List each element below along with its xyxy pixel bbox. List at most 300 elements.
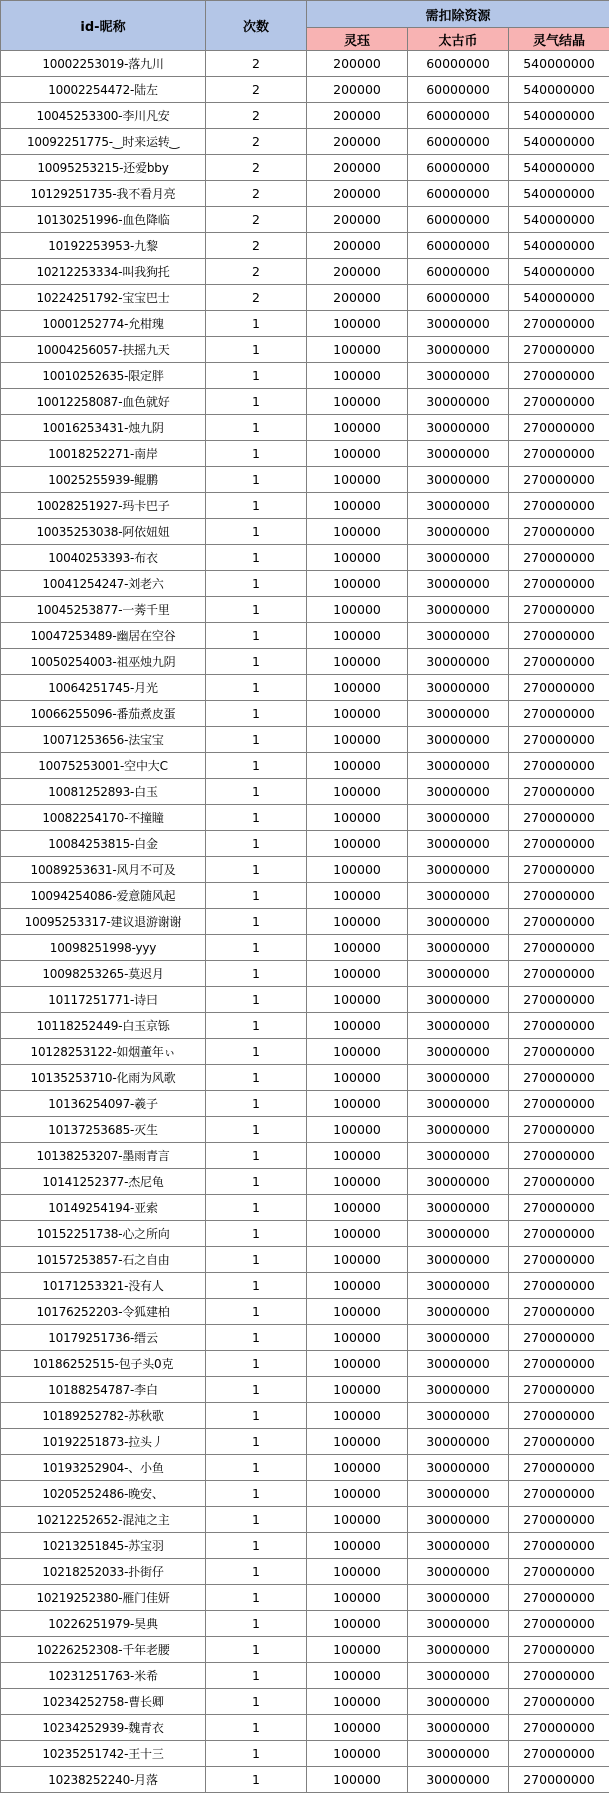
cell-id-nickname: 10238252240-月落 (1, 1767, 206, 1793)
cell-id-nickname: 10018252271-南岸 (1, 441, 206, 467)
cell-count: 1 (206, 1767, 307, 1793)
cell-lingqi: 270000000 (509, 415, 609, 441)
cell-count: 1 (206, 675, 307, 701)
cell-count: 1 (206, 1247, 307, 1273)
cell-taigubi: 30000000 (408, 363, 509, 389)
cell-lingzhu: 100000 (307, 1481, 408, 1507)
cell-lingqi: 270000000 (509, 1325, 609, 1351)
table-row (1, 1741, 609, 1767)
cell-taigubi: 30000000 (408, 1273, 509, 1299)
table-row (1, 1039, 609, 1065)
table-row (1, 77, 609, 103)
cell-lingzhu: 200000 (307, 77, 408, 103)
cell-lingzhu: 100000 (307, 1455, 408, 1481)
cell-id-nickname: 10004256057-扶摇九天 (1, 337, 206, 363)
cell-lingzhu: 200000 (307, 233, 408, 259)
cell-lingzhu: 100000 (307, 1117, 408, 1143)
cell-taigubi: 30000000 (408, 1715, 509, 1741)
cell-count: 1 (206, 1429, 307, 1455)
cell-count: 1 (206, 441, 307, 467)
cell-count: 1 (206, 857, 307, 883)
table-row (1, 727, 609, 753)
cell-lingzhu: 200000 (307, 155, 408, 181)
cell-lingqi: 270000000 (509, 493, 609, 519)
cell-lingzhu: 100000 (307, 1741, 408, 1767)
cell-lingqi: 270000000 (509, 1533, 609, 1559)
table-row (1, 1273, 609, 1299)
cell-lingqi: 270000000 (509, 883, 609, 909)
cell-lingqi: 270000000 (509, 1637, 609, 1663)
cell-lingzhu: 100000 (307, 337, 408, 363)
cell-id-nickname: 10213251845-苏宝羽 (1, 1533, 206, 1559)
cell-count: 1 (206, 1533, 307, 1559)
table-row (1, 1091, 609, 1117)
table-row (1, 701, 609, 727)
cell-lingqi: 270000000 (509, 1143, 609, 1169)
cell-id-nickname: 10001252774-允柑瑰 (1, 311, 206, 337)
cell-lingqi: 270000000 (509, 935, 609, 961)
cell-count: 2 (206, 285, 307, 311)
cell-lingqi: 540000000 (509, 181, 609, 207)
cell-lingzhu: 100000 (307, 441, 408, 467)
cell-lingqi: 270000000 (509, 1091, 609, 1117)
cell-taigubi: 30000000 (408, 701, 509, 727)
cell-lingqi: 270000000 (509, 1299, 609, 1325)
cell-lingzhu: 100000 (307, 389, 408, 415)
cell-id-nickname: 10171253321-没有人 (1, 1273, 206, 1299)
table-row (1, 883, 609, 909)
table-row (1, 51, 609, 77)
cell-lingzhu: 100000 (307, 1377, 408, 1403)
cell-count: 1 (206, 935, 307, 961)
cell-lingqi: 270000000 (509, 909, 609, 935)
cell-count: 1 (206, 1351, 307, 1377)
cell-id-nickname: 10002254472-陆左 (1, 77, 206, 103)
table-row (1, 1195, 609, 1221)
cell-id-nickname: 10218252033-扑街仔 (1, 1559, 206, 1585)
cell-lingzhu: 100000 (307, 1663, 408, 1689)
cell-count: 2 (206, 51, 307, 77)
cell-lingqi: 270000000 (509, 1507, 609, 1533)
table-row (1, 597, 609, 623)
cell-lingqi: 270000000 (509, 1039, 609, 1065)
cell-taigubi: 30000000 (408, 1065, 509, 1091)
cell-taigubi: 30000000 (408, 1455, 509, 1481)
cell-lingqi: 270000000 (509, 571, 609, 597)
cell-lingzhu: 100000 (307, 1611, 408, 1637)
cell-id-nickname: 10152251738-心之所向 (1, 1221, 206, 1247)
cell-lingzhu: 100000 (307, 1507, 408, 1533)
cell-count: 1 (206, 1273, 307, 1299)
cell-lingzhu: 200000 (307, 285, 408, 311)
cell-id-nickname: 10089253631-风月不可及 (1, 857, 206, 883)
cell-lingzhu: 100000 (307, 1247, 408, 1273)
cell-id-nickname: 10226252308-千年老腰 (1, 1637, 206, 1663)
cell-id-nickname: 10028251927-玛卡巴子 (1, 493, 206, 519)
table-row (1, 1429, 609, 1455)
cell-lingqi: 270000000 (509, 1221, 609, 1247)
cell-taigubi: 30000000 (408, 1611, 509, 1637)
table-row (1, 155, 609, 181)
cell-taigubi: 30000000 (408, 1039, 509, 1065)
cell-count: 1 (206, 1325, 307, 1351)
cell-lingqi: 270000000 (509, 1689, 609, 1715)
cell-lingqi: 540000000 (509, 77, 609, 103)
cell-lingzhu: 100000 (307, 1195, 408, 1221)
cell-lingzhu: 100000 (307, 883, 408, 909)
cell-lingqi: 270000000 (509, 1611, 609, 1637)
cell-taigubi: 60000000 (408, 155, 509, 181)
cell-id-nickname: 10012258087-血色就好 (1, 389, 206, 415)
cell-taigubi: 30000000 (408, 857, 509, 883)
cell-id-nickname: 10135253710-化雨为风歌 (1, 1065, 206, 1091)
cell-lingqi: 270000000 (509, 701, 609, 727)
cell-id-nickname: 10192253953-九黎 (1, 233, 206, 259)
table-row (1, 1611, 609, 1637)
cell-lingzhu: 100000 (307, 727, 408, 753)
cell-lingzhu: 200000 (307, 259, 408, 285)
cell-id-nickname: 10219252380-雁门佳妍 (1, 1585, 206, 1611)
cell-lingqi: 540000000 (509, 207, 609, 233)
header-id-nickname: id-昵称 (1, 1, 206, 51)
table-row (1, 1481, 609, 1507)
cell-lingzhu: 100000 (307, 545, 408, 571)
cell-lingzhu: 100000 (307, 467, 408, 493)
cell-lingqi: 540000000 (509, 51, 609, 77)
cell-lingqi: 270000000 (509, 1663, 609, 1689)
cell-taigubi: 60000000 (408, 233, 509, 259)
cell-taigubi: 60000000 (408, 285, 509, 311)
header-resources-group: 需扣除资源 (307, 1, 609, 28)
cell-id-nickname: 10050254003-祖巫烛九阴 (1, 649, 206, 675)
cell-lingzhu: 200000 (307, 207, 408, 233)
table-row (1, 987, 609, 1013)
cell-count: 1 (206, 805, 307, 831)
cell-count: 1 (206, 779, 307, 805)
cell-count: 1 (206, 753, 307, 779)
cell-taigubi: 30000000 (408, 467, 509, 493)
cell-lingzhu: 100000 (307, 857, 408, 883)
cell-count: 1 (206, 1663, 307, 1689)
cell-count: 1 (206, 1585, 307, 1611)
cell-taigubi: 30000000 (408, 415, 509, 441)
cell-id-nickname: 10071253656-法宝宝 (1, 727, 206, 753)
cell-lingzhu: 100000 (307, 519, 408, 545)
cell-id-nickname: 10141252377-杰尼龟 (1, 1169, 206, 1195)
cell-count: 1 (206, 1039, 307, 1065)
cell-taigubi: 30000000 (408, 805, 509, 831)
cell-count: 1 (206, 1169, 307, 1195)
cell-lingqi: 270000000 (509, 753, 609, 779)
cell-count: 1 (206, 909, 307, 935)
cell-id-nickname: 10047253489-幽居在空谷 (1, 623, 206, 649)
cell-lingqi: 270000000 (509, 675, 609, 701)
cell-id-nickname: 10189252782-苏秋歌 (1, 1403, 206, 1429)
cell-id-nickname: 10035253038-阿依妞妞 (1, 519, 206, 545)
cell-count: 2 (206, 233, 307, 259)
table-row (1, 285, 609, 311)
cell-id-nickname: 10095253317-建议退游谢谢 (1, 909, 206, 935)
cell-lingzhu: 100000 (307, 1039, 408, 1065)
cell-taigubi: 30000000 (408, 1091, 509, 1117)
table-row (1, 1689, 609, 1715)
cell-count: 1 (206, 1689, 307, 1715)
cell-lingqi: 270000000 (509, 1377, 609, 1403)
cell-taigubi: 30000000 (408, 1507, 509, 1533)
cell-count: 1 (206, 1221, 307, 1247)
cell-id-nickname: 10045253300-李川凡安 (1, 103, 206, 129)
table-row (1, 1221, 609, 1247)
cell-lingqi: 270000000 (509, 1585, 609, 1611)
table-row (1, 441, 609, 467)
table-row (1, 753, 609, 779)
table-row (1, 935, 609, 961)
cell-id-nickname: 10192251873-拉头丿 (1, 1429, 206, 1455)
cell-id-nickname: 10025255939-鲲鹏 (1, 467, 206, 493)
cell-count: 1 (206, 701, 307, 727)
cell-taigubi: 30000000 (408, 675, 509, 701)
cell-id-nickname: 10137253685-灭生 (1, 1117, 206, 1143)
cell-taigubi: 30000000 (408, 1741, 509, 1767)
cell-taigubi: 30000000 (408, 1689, 509, 1715)
cell-id-nickname: 10095253215-还爱bby (1, 155, 206, 181)
cell-id-nickname: 10092251775-‿时来运转‿ (1, 129, 206, 155)
cell-lingqi: 270000000 (509, 1117, 609, 1143)
cell-lingqi: 270000000 (509, 1455, 609, 1481)
cell-id-nickname: 10188254787-李白 (1, 1377, 206, 1403)
cell-id-nickname: 10179251736-缙云 (1, 1325, 206, 1351)
table-row (1, 259, 609, 285)
cell-count: 1 (206, 1065, 307, 1091)
cell-count: 1 (206, 337, 307, 363)
cell-lingzhu: 100000 (307, 1767, 408, 1793)
cell-id-nickname: 10045253877-一莠千里 (1, 597, 206, 623)
cell-count: 2 (206, 207, 307, 233)
cell-count: 1 (206, 649, 307, 675)
cell-lingzhu: 100000 (307, 649, 408, 675)
cell-count: 2 (206, 77, 307, 103)
table-row (1, 545, 609, 571)
cell-lingqi: 270000000 (509, 597, 609, 623)
header-lingzhu: 灵珏 (307, 28, 408, 51)
cell-lingqi: 270000000 (509, 1169, 609, 1195)
table-row (1, 571, 609, 597)
cell-id-nickname: 10193252904-、小鱼 (1, 1455, 206, 1481)
table-row (1, 1663, 609, 1689)
cell-id-nickname: 10224251792-宝宝巴士 (1, 285, 206, 311)
cell-lingzhu: 100000 (307, 363, 408, 389)
cell-taigubi: 30000000 (408, 1325, 509, 1351)
cell-lingqi: 270000000 (509, 987, 609, 1013)
table-row (1, 1637, 609, 1663)
table-row (1, 1143, 609, 1169)
cell-lingqi: 270000000 (509, 1351, 609, 1377)
cell-taigubi: 60000000 (408, 259, 509, 285)
cell-lingqi: 270000000 (509, 311, 609, 337)
cell-lingqi: 270000000 (509, 831, 609, 857)
cell-id-nickname: 10128253122-如烟董年ぃ (1, 1039, 206, 1065)
cell-lingqi: 270000000 (509, 441, 609, 467)
cell-count: 2 (206, 129, 307, 155)
table-row (1, 805, 609, 831)
cell-taigubi: 30000000 (408, 1377, 509, 1403)
cell-id-nickname: 10212253334-叫我狗托 (1, 259, 206, 285)
cell-lingqi: 540000000 (509, 285, 609, 311)
cell-lingqi: 270000000 (509, 1403, 609, 1429)
cell-count: 1 (206, 1013, 307, 1039)
cell-lingzhu: 100000 (307, 935, 408, 961)
header-taigubi: 太古币 (408, 28, 509, 51)
cell-taigubi: 60000000 (408, 129, 509, 155)
cell-taigubi: 30000000 (408, 1247, 509, 1273)
cell-taigubi: 30000000 (408, 1637, 509, 1663)
cell-id-nickname: 10130251996-血色降临 (1, 207, 206, 233)
cell-id-nickname: 10129251735-我不看月亮 (1, 181, 206, 207)
cell-taigubi: 30000000 (408, 389, 509, 415)
cell-count: 1 (206, 545, 307, 571)
cell-lingqi: 270000000 (509, 1559, 609, 1585)
cell-taigubi: 30000000 (408, 441, 509, 467)
cell-id-nickname: 10041254247-刘老六 (1, 571, 206, 597)
cell-count: 1 (206, 597, 307, 623)
cell-lingqi: 270000000 (509, 1429, 609, 1455)
cell-count: 2 (206, 181, 307, 207)
table-row (1, 623, 609, 649)
cell-count: 1 (206, 1715, 307, 1741)
cell-taigubi: 30000000 (408, 935, 509, 961)
table-row (1, 233, 609, 259)
cell-count: 1 (206, 623, 307, 649)
cell-taigubi: 30000000 (408, 571, 509, 597)
cell-lingzhu: 100000 (307, 1013, 408, 1039)
cell-id-nickname: 10226251979-昊典 (1, 1611, 206, 1637)
table-row (1, 467, 609, 493)
cell-id-nickname: 10205252486-晚安、 (1, 1481, 206, 1507)
table-row (1, 1169, 609, 1195)
cell-lingzhu: 100000 (307, 415, 408, 441)
cell-taigubi: 30000000 (408, 1195, 509, 1221)
cell-id-nickname: 10082254170-不撞瞳 (1, 805, 206, 831)
cell-count: 1 (206, 363, 307, 389)
header-lingqi-jingjing: 灵气结晶 (509, 28, 609, 51)
table-row (1, 129, 609, 155)
cell-count: 1 (206, 1403, 307, 1429)
cell-id-nickname: 10098251998-yyy (1, 935, 206, 961)
table-row (1, 1767, 609, 1793)
cell-lingqi: 540000000 (509, 103, 609, 129)
cell-count: 1 (206, 519, 307, 545)
cell-id-nickname: 10081252893-白玉 (1, 779, 206, 805)
cell-taigubi: 30000000 (408, 1143, 509, 1169)
cell-count: 1 (206, 1195, 307, 1221)
cell-lingqi: 270000000 (509, 727, 609, 753)
cell-lingzhu: 100000 (307, 1065, 408, 1091)
cell-count: 1 (206, 1741, 307, 1767)
cell-count: 1 (206, 415, 307, 441)
cell-taigubi: 30000000 (408, 1663, 509, 1689)
cell-taigubi: 30000000 (408, 337, 509, 363)
cell-taigubi: 30000000 (408, 649, 509, 675)
cell-count: 1 (206, 389, 307, 415)
cell-id-nickname: 10186252515-包子头0克 (1, 1351, 206, 1377)
cell-id-nickname: 10235251742-王十三 (1, 1741, 206, 1767)
cell-lingzhu: 100000 (307, 1689, 408, 1715)
cell-taigubi: 30000000 (408, 545, 509, 571)
cell-id-nickname: 10157253857-石之自由 (1, 1247, 206, 1273)
table-row (1, 207, 609, 233)
cell-id-nickname: 10010252635-限定胖 (1, 363, 206, 389)
table-row (1, 961, 609, 987)
cell-taigubi: 30000000 (408, 1767, 509, 1793)
table-row (1, 1455, 609, 1481)
cell-lingzhu: 100000 (307, 675, 408, 701)
cell-taigubi: 30000000 (408, 909, 509, 935)
cell-count: 1 (206, 1299, 307, 1325)
cell-id-nickname: 10066255096-番茄煮皮蛋 (1, 701, 206, 727)
table-row (1, 1013, 609, 1039)
table-row (1, 311, 609, 337)
cell-taigubi: 30000000 (408, 1299, 509, 1325)
cell-count: 1 (206, 311, 307, 337)
table-row (1, 1585, 609, 1611)
cell-count: 1 (206, 961, 307, 987)
cell-taigubi: 30000000 (408, 1403, 509, 1429)
cell-taigubi: 30000000 (408, 1533, 509, 1559)
cell-taigubi: 30000000 (408, 1481, 509, 1507)
cell-count: 1 (206, 727, 307, 753)
cell-taigubi: 30000000 (408, 727, 509, 753)
cell-id-nickname: 10118252449-白玉京铄 (1, 1013, 206, 1039)
cell-id-nickname: 10212252652-混沌之主 (1, 1507, 206, 1533)
cell-lingqi: 270000000 (509, 1065, 609, 1091)
cell-lingzhu: 100000 (307, 779, 408, 805)
cell-count: 1 (206, 1377, 307, 1403)
cell-lingzhu: 100000 (307, 1273, 408, 1299)
cell-lingzhu: 100000 (307, 1637, 408, 1663)
table-row (1, 415, 609, 441)
table-row (1, 909, 609, 935)
cell-taigubi: 60000000 (408, 77, 509, 103)
table-row (1, 519, 609, 545)
cell-taigubi: 30000000 (408, 1585, 509, 1611)
cell-lingzhu: 100000 (307, 1351, 408, 1377)
cell-taigubi: 30000000 (408, 1117, 509, 1143)
cell-lingqi: 540000000 (509, 233, 609, 259)
cell-count: 1 (206, 883, 307, 909)
cell-lingzhu: 100000 (307, 493, 408, 519)
cell-lingzhu: 100000 (307, 1143, 408, 1169)
cell-taigubi: 30000000 (408, 1221, 509, 1247)
cell-taigubi: 30000000 (408, 1013, 509, 1039)
cell-lingqi: 540000000 (509, 259, 609, 285)
cell-count: 1 (206, 493, 307, 519)
table-row (1, 103, 609, 129)
cell-id-nickname: 10176252203-令狐建柏 (1, 1299, 206, 1325)
cell-taigubi: 30000000 (408, 753, 509, 779)
cell-lingqi: 540000000 (509, 155, 609, 181)
cell-taigubi: 30000000 (408, 831, 509, 857)
cell-lingqi: 270000000 (509, 389, 609, 415)
table-row (1, 1351, 609, 1377)
table-row (1, 1377, 609, 1403)
cell-count: 1 (206, 571, 307, 597)
cell-taigubi: 30000000 (408, 883, 509, 909)
cell-id-nickname: 10084253815-白金 (1, 831, 206, 857)
cell-lingqi: 270000000 (509, 1195, 609, 1221)
cell-taigubi: 30000000 (408, 987, 509, 1013)
cell-taigubi: 60000000 (408, 181, 509, 207)
cell-lingzhu: 100000 (307, 805, 408, 831)
